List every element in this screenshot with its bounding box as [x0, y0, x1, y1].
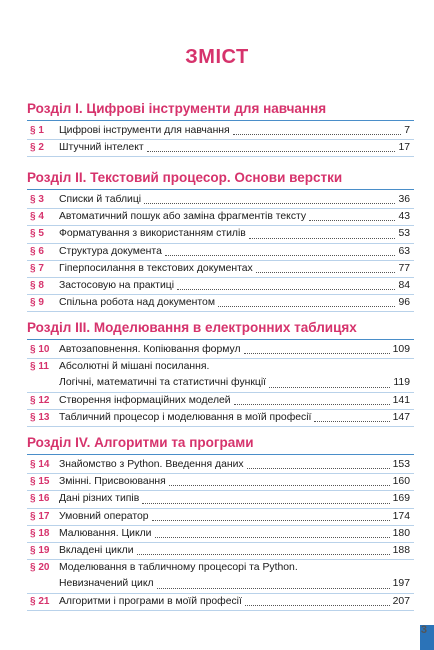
page-ref: 174	[392, 510, 410, 522]
page-ref: 180	[392, 527, 410, 539]
entry-title-line: Змінні. Присвоювання	[59, 476, 166, 488]
entry-title-line: Умовний оператор	[59, 510, 149, 522]
paragraph-number: § 12	[30, 394, 50, 406]
page-ref: 7	[404, 125, 410, 136]
paragraph-number: § 19	[30, 545, 50, 557]
entry-title-line: Структура документа	[59, 245, 162, 257]
entry-title-line: Невизначений цикл	[59, 578, 154, 590]
paragraph-number: § 9	[30, 297, 44, 309]
paragraph-number: § 10	[30, 344, 50, 355]
paragraph-number: § 1	[30, 125, 44, 136]
dot-leader	[309, 220, 395, 221]
entry-title-line: Алгоритми і програми в моїй професії	[59, 595, 242, 607]
toc-entry[interactable]	[27, 474, 414, 491]
page-number: 3	[420, 624, 427, 636]
paragraph-number: § 7	[30, 262, 44, 274]
paragraph-number: § 2	[30, 142, 44, 154]
dot-leader	[218, 306, 395, 307]
paragraph-number: § 15	[30, 476, 50, 488]
toc-entry[interactable]	[27, 393, 414, 410]
paragraph-number: § 18	[30, 527, 50, 539]
toc-entry[interactable]	[27, 123, 414, 140]
page-ref: 119	[393, 377, 410, 389]
page-ref: 109	[392, 344, 410, 355]
entry-title-line: Вкладені цикли	[59, 545, 134, 557]
toc-entry[interactable]	[27, 295, 414, 312]
page-ref: 53	[398, 228, 410, 240]
dot-leader	[144, 203, 395, 204]
paragraph-number: § 13	[30, 411, 50, 423]
paragraph-number: § 16	[30, 493, 50, 505]
toc-entry[interactable]	[27, 226, 414, 243]
page-ref: 207	[392, 595, 410, 607]
toc-entry[interactable]	[27, 140, 414, 157]
dot-leader	[233, 134, 402, 135]
page-ref: 141	[392, 394, 410, 406]
entry-title-line: Автоматичний пошук або заміна фрагментів тексту	[59, 211, 307, 223]
entry-title-line: Списки й таблиці	[59, 194, 142, 205]
entry-title-line: Цифрові інструменти для навчання	[59, 125, 230, 136]
entry-title-line: Дані різних типів	[59, 493, 140, 505]
page-ref: 77	[398, 262, 410, 274]
toc-entry[interactable]	[27, 359, 414, 392]
dot-leader	[256, 272, 396, 273]
toc-entry[interactable]	[27, 543, 414, 560]
paragraph-number: § 4	[30, 211, 44, 223]
page-ref: 84	[398, 280, 410, 292]
entry-title-line: Застосовую на практиці	[59, 280, 175, 292]
paragraph-number: § 11	[30, 361, 49, 373]
page-ref: 160	[392, 476, 410, 488]
toc-entry[interactable]	[27, 261, 414, 278]
section-title: Розділ ІІІ. Моделювання в електронних таблицях	[27, 320, 414, 340]
dot-leader	[169, 485, 390, 486]
toc-entry[interactable]	[27, 244, 414, 261]
entry-title-line: Моделювання в табличному процесорі та Python.	[59, 562, 298, 574]
dot-leader	[152, 520, 390, 521]
toc-entry[interactable]	[27, 342, 414, 359]
page-ref: 17	[398, 142, 410, 154]
entry-title-line: Спільна робота над документом	[59, 297, 215, 309]
paragraph-number: § 21	[30, 595, 50, 607]
entry-title-line: Створення інформаційних моделей	[59, 394, 231, 406]
section-title: Розділ І. Цифрові інструменти для навчання	[27, 101, 414, 121]
page-ref: 96	[398, 297, 410, 309]
entry-title-line: Логічні, математичні та статистичні функції	[59, 377, 267, 389]
paragraph-number: § 14	[30, 459, 50, 470]
dot-leader	[142, 503, 389, 504]
page-ref: 197	[392, 578, 410, 590]
entry-title-line: Форматування з використанням стилів	[59, 228, 246, 240]
paragraph-number: § 20	[30, 562, 50, 574]
dot-leader	[247, 468, 390, 469]
page-ref: 153	[392, 459, 410, 470]
dot-leader	[155, 537, 390, 538]
entry-title-line: Гіперпосилання в текстових документах	[59, 262, 253, 274]
dot-leader	[147, 151, 396, 152]
toc-entry[interactable]	[27, 457, 414, 474]
paragraph-number: § 3	[30, 194, 44, 205]
paragraph-number: § 17	[30, 510, 50, 522]
toc-entry[interactable]	[27, 410, 414, 427]
entry-title-line: Малювання. Цикли	[59, 527, 152, 539]
dot-leader	[157, 588, 390, 589]
dot-leader	[137, 554, 390, 555]
entry-title-line: Табличний процесор і моделювання в моїй професії	[59, 411, 312, 423]
dot-leader	[245, 605, 390, 606]
section-1	[27, 101, 414, 157]
toc-entry[interactable]	[27, 526, 414, 543]
dot-leader	[269, 387, 390, 388]
toc-entry[interactable]	[27, 192, 414, 209]
toc-entry[interactable]	[27, 509, 414, 526]
dot-leader	[165, 255, 396, 256]
page-title: ЗМІСТ	[185, 46, 249, 68]
toc-entry[interactable]	[27, 209, 414, 226]
page-ref: 169	[392, 493, 410, 505]
toc-entry[interactable]	[27, 278, 414, 295]
paragraph-number: § 8	[30, 280, 44, 292]
dot-leader	[234, 404, 390, 405]
entry-title-line: Абсолютні й мішані посилання.	[59, 361, 210, 373]
section-title: Розділ IV. Алгоритми та програми	[27, 435, 414, 455]
toc-entry[interactable]	[27, 491, 414, 508]
toc-entry[interactable]	[27, 594, 414, 611]
entry-title-line: Знайомство з Python. Введення даних	[59, 459, 244, 470]
page-ref: 43	[398, 211, 410, 223]
section-2	[27, 170, 414, 312]
dot-leader	[314, 421, 389, 422]
page-ref: 63	[398, 245, 410, 257]
paragraph-number: § 5	[30, 228, 44, 240]
entry-title-line: Автозаповнення. Копіювання формул	[59, 344, 241, 355]
toc-entry[interactable]	[27, 560, 414, 593]
dot-leader	[177, 289, 395, 290]
section-4	[27, 435, 414, 611]
entry-title-line: Штучний інтелект	[59, 142, 144, 154]
dot-leader	[244, 353, 390, 354]
page-ref: 147	[392, 411, 410, 423]
paragraph-number: § 6	[30, 245, 44, 257]
section-3	[27, 320, 414, 427]
page-ref: 36	[398, 194, 410, 205]
dot-leader	[249, 238, 396, 239]
page-ref: 188	[392, 545, 410, 557]
section-title: Розділ ІІ. Текстовий процесор. Основи верстки	[27, 170, 414, 190]
